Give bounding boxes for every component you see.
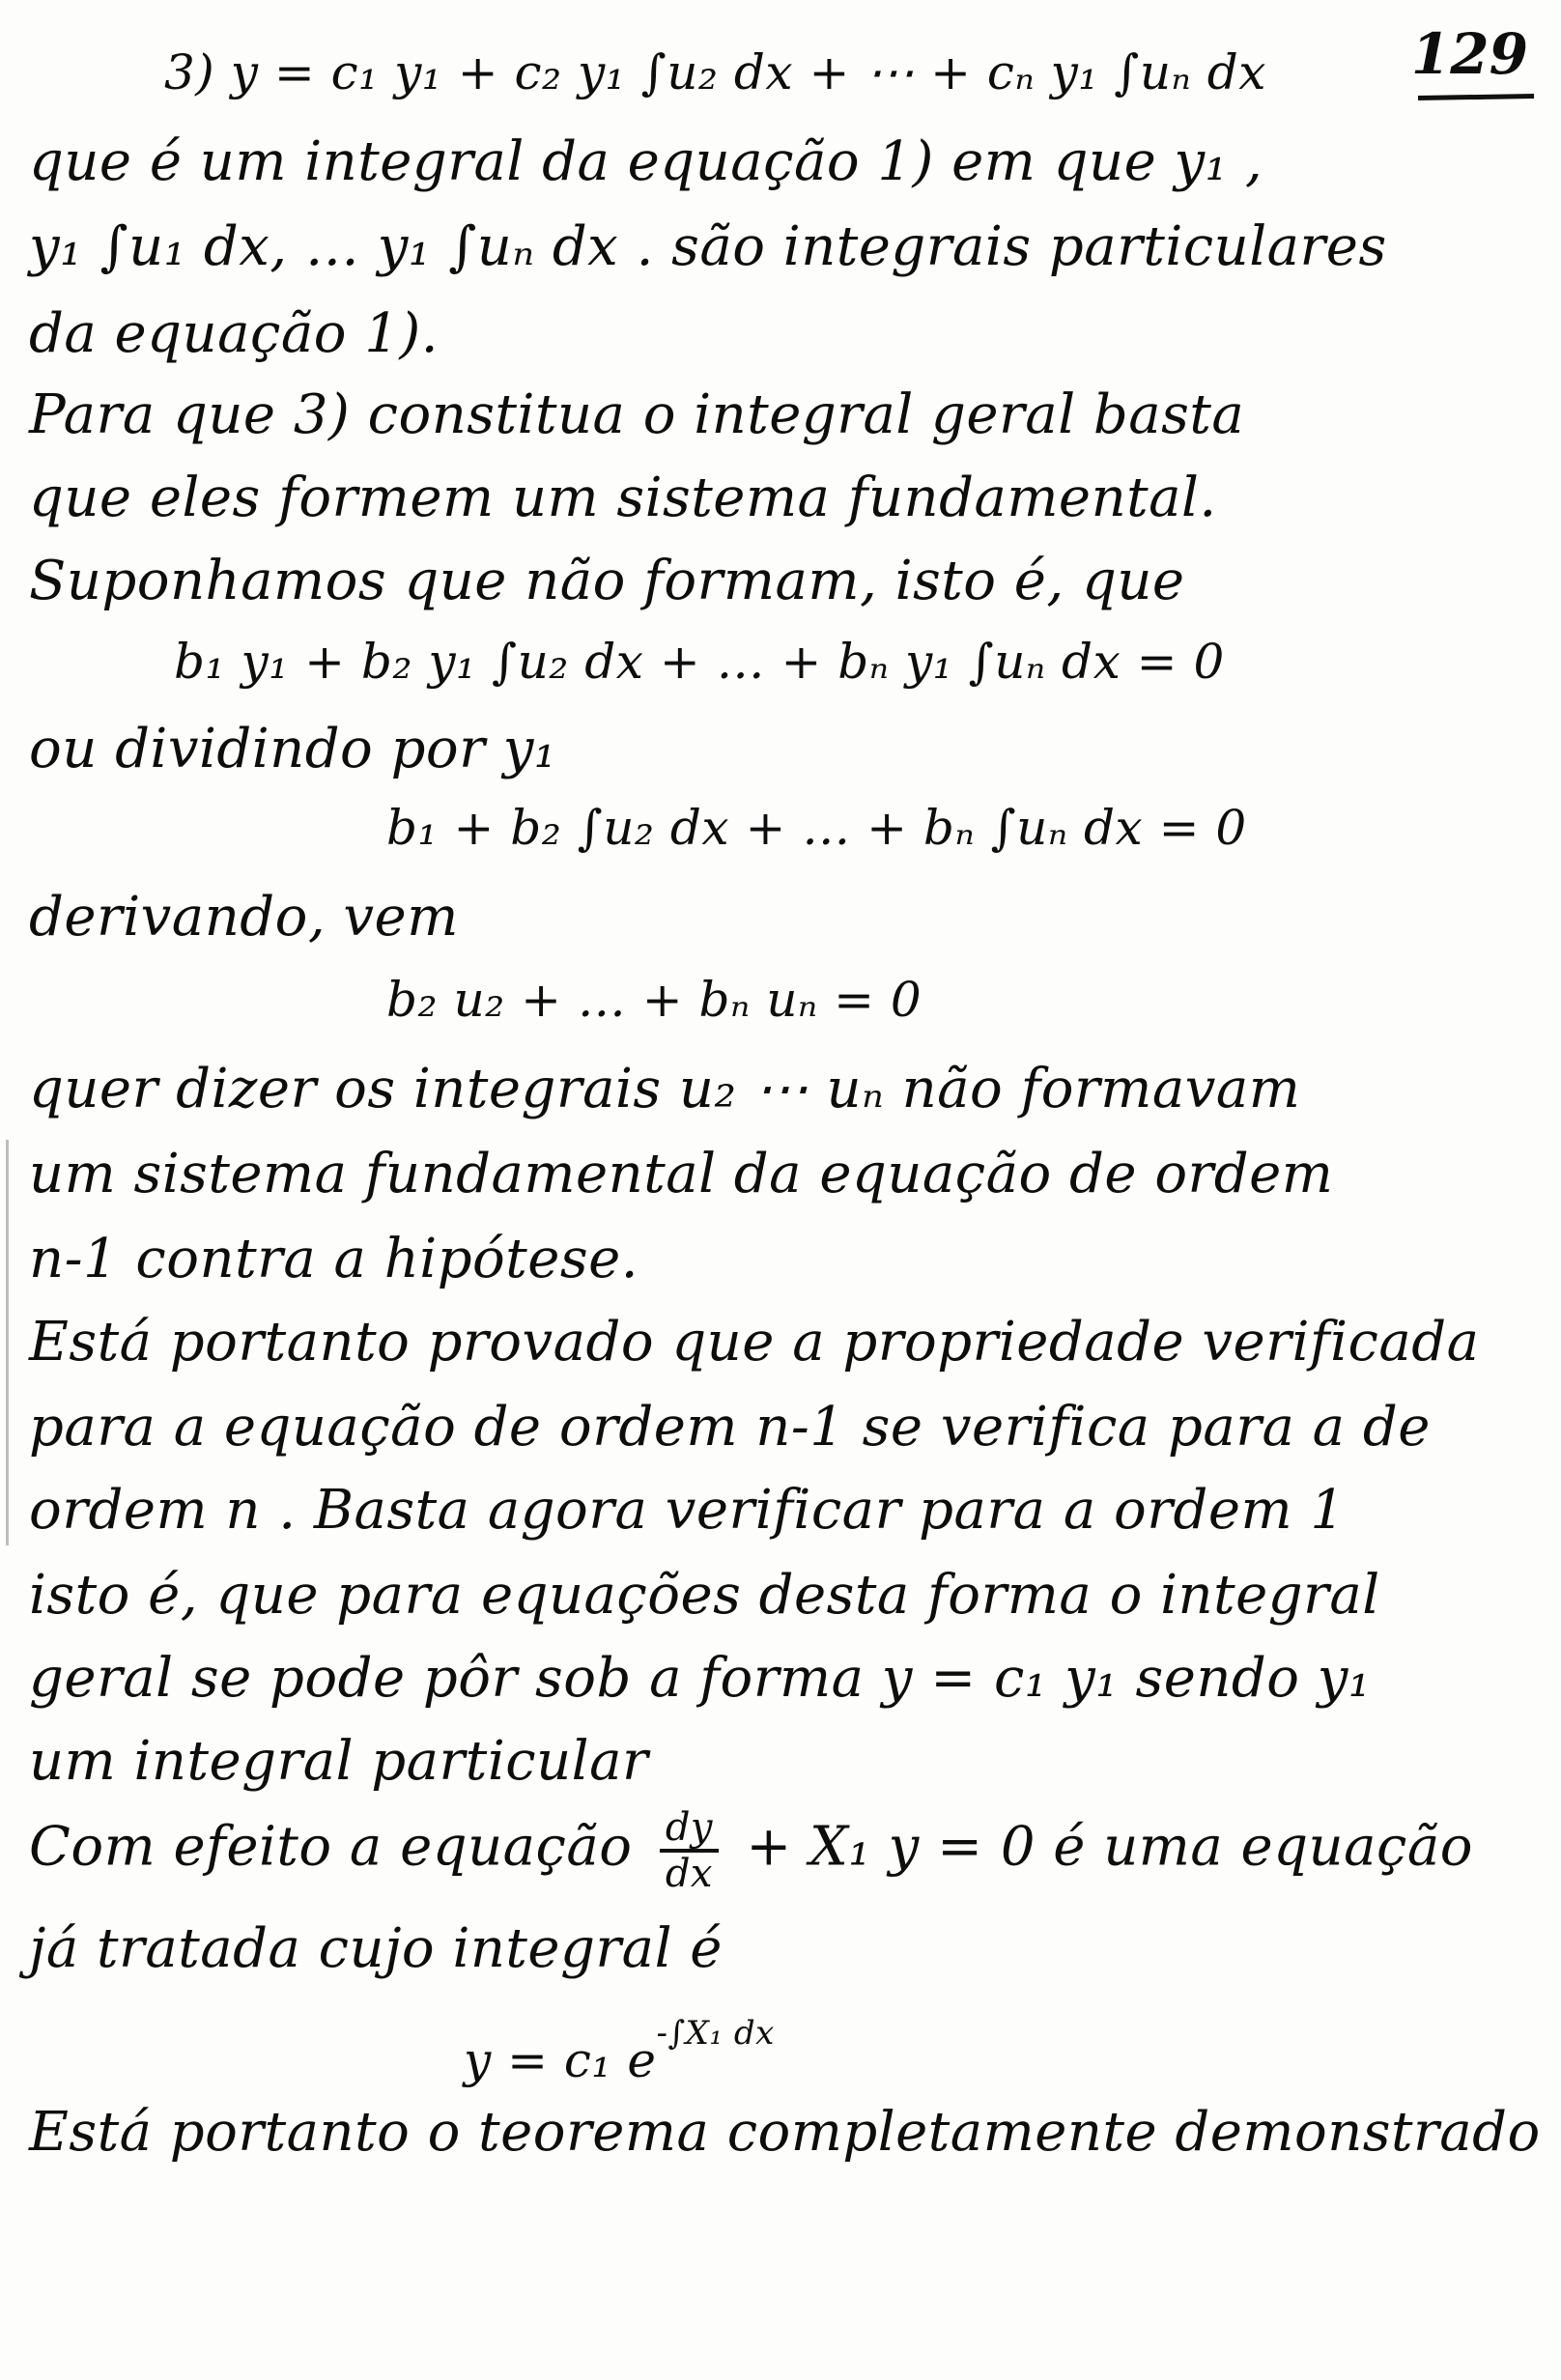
text-line-12: quer dizer os integrais u₂ ⋯ uₙ não formavam xyxy=(29,1058,1301,1120)
equation-line-with-fraction xyxy=(29,1805,1473,1896)
text-line-4: Para que 3) constitua o integral geral basta xyxy=(29,383,1245,446)
equation-line-suffix: + X₁ y = 0 é uma equação xyxy=(746,1815,1473,1879)
text-line-13: um sistema fundamental da equação de ordem xyxy=(29,1143,1334,1205)
text-line-conclusion: Está portanto o teorema completamente demonstrado xyxy=(29,2101,1541,2164)
equation-derived: b₂ u₂ + … + bₙ uₙ = 0 xyxy=(386,972,922,1028)
equation-general-solution xyxy=(464,2014,775,2088)
text-line-2: y₁ ∫u₁ dx, … y₁ ∫uₙ dx . são integrais particulares xyxy=(29,215,1387,278)
text-line-10: derivando, vem xyxy=(29,886,459,949)
text-line-17: ordem n . Basta agora verificar para a ordem 1 xyxy=(29,1479,1346,1542)
equation-divided: b₁ + b₂ ∫u₂ dx + … + bₙ ∫uₙ dx = 0 xyxy=(386,800,1247,856)
text-line-20: um integral particular xyxy=(29,1730,649,1793)
text-line-1: que é um integral da equação 1) em que y₁ , xyxy=(29,130,1263,193)
text-line-16: para a equação de ordem n-1 se verifica para a de xyxy=(29,1396,1431,1459)
text-line-treated: já tratada cujo integral é xyxy=(29,1917,723,1980)
text-line-18: isto é, que para equações desta forma o integral xyxy=(29,1564,1380,1627)
solution-base: y = c₁ e xyxy=(464,2032,657,2088)
fraction-denominator: dx xyxy=(665,1852,713,1896)
solution-exponent: -∫X₁ dx xyxy=(656,2014,775,2053)
page-number-underline xyxy=(1418,94,1534,100)
text-line-8: ou dividindo por y₁ xyxy=(29,718,556,780)
text-line-19: geral se pode pôr sob a forma y = c₁ y₁ sendo y₁ xyxy=(29,1647,1371,1710)
equation-3: 3) y = c₁ y₁ + c₂ y₁ ∫u₂ dx + ⋯ + cₙ y₁ ∫uₙ dx xyxy=(164,44,1266,100)
text-line-3: da equação 1). xyxy=(29,302,440,365)
text-line-5: que eles formem um sistema fundamental. xyxy=(29,467,1217,529)
page-number: 129 xyxy=(1410,21,1528,87)
derivative-fraction xyxy=(660,1805,719,1896)
text-line-15: Está portanto provado que a propriedade verificada xyxy=(29,1311,1480,1374)
margin-fold-line xyxy=(6,1140,9,1545)
equation-line-prefix: Com efeito a equação xyxy=(29,1815,633,1879)
equation-linear-combination: b₁ y₁ + b₂ y₁ ∫u₂ dx + … + bₙ y₁ ∫uₙ dx = 0 xyxy=(174,634,1225,690)
fraction-numerator: dy xyxy=(660,1808,719,1853)
text-line-14: n-1 contra a hipótese. xyxy=(29,1228,639,1290)
text-line-6: Suponhamos que não formam, isto é, que xyxy=(29,550,1185,612)
